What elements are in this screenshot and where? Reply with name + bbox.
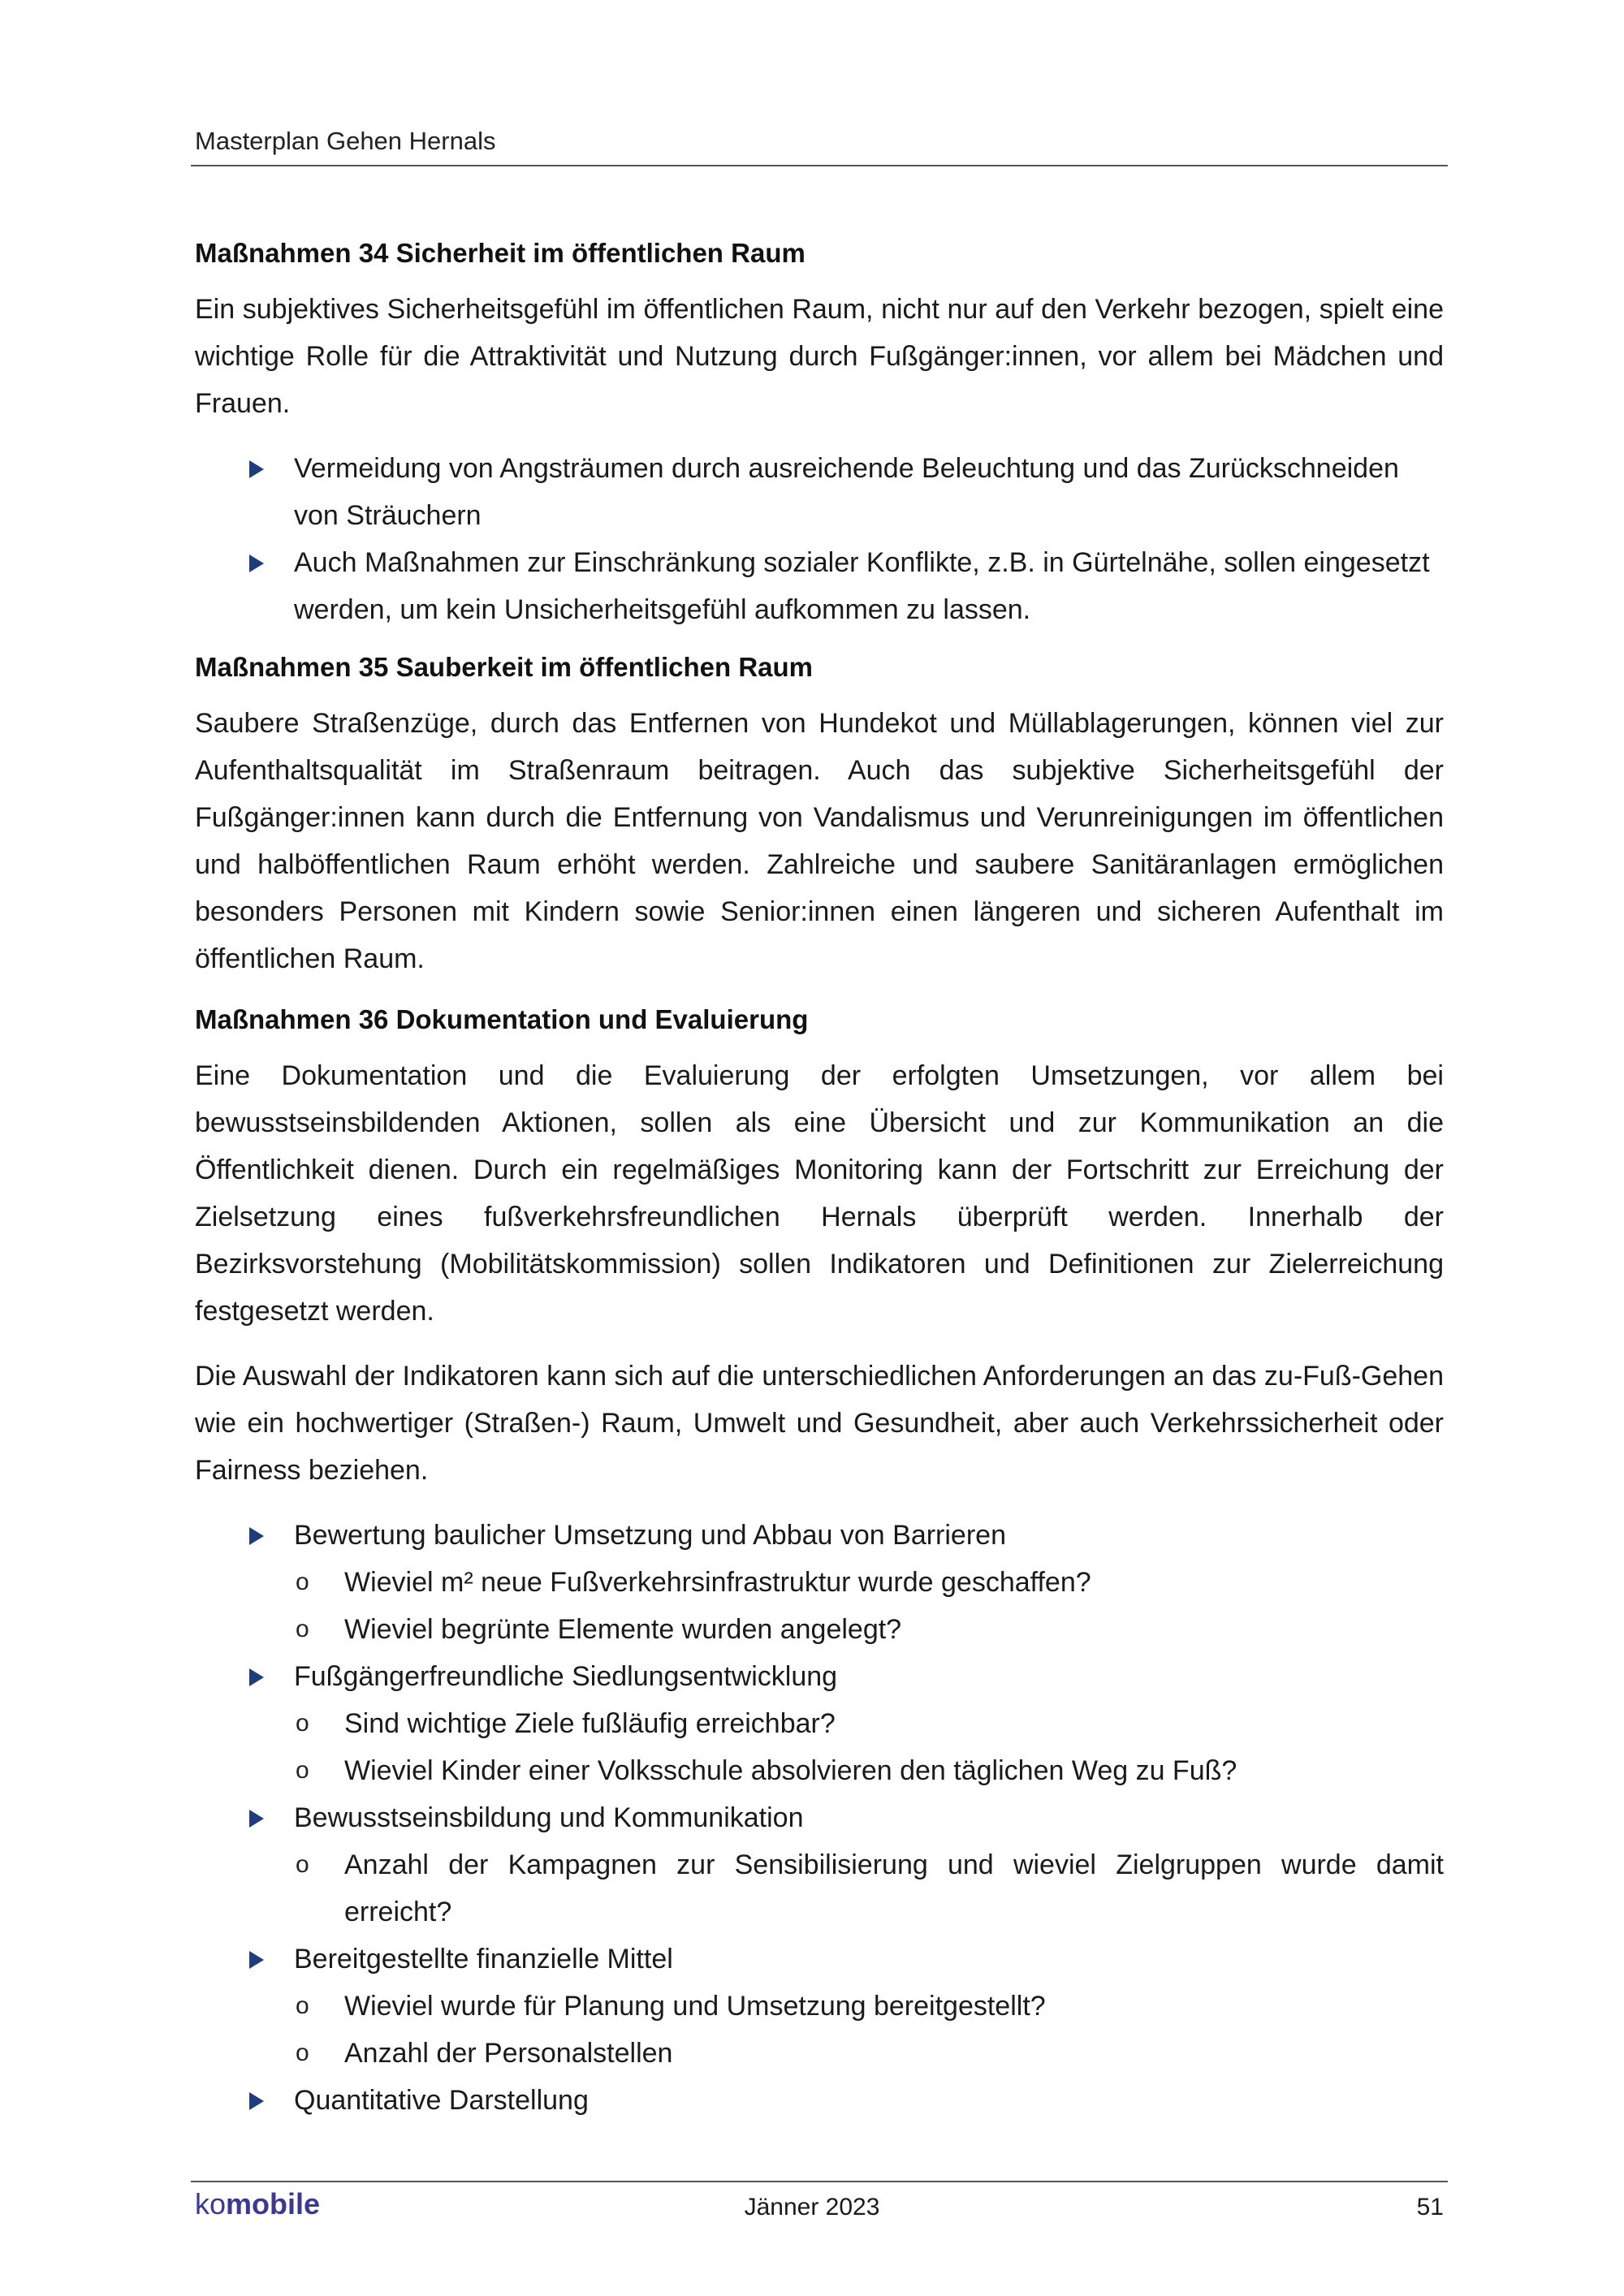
list-item: Auch Maßnahmen zur Einschränkung sozialer Konflikte, z.B. in Gürtelnähe, sollen eingesetzt werden, um kein Unsicherheitsgefühl aufkommen zu lassen. [294, 539, 1444, 633]
footer-date: Jänner 2023 [744, 2194, 880, 2220]
komobile-logo: komobile [195, 2187, 321, 2220]
sub-list-item: o Wieviel m² neue Fußverkehrsinfrastruktur wurde geschaffen? [344, 1559, 1444, 1606]
page-number: 51 [1416, 2194, 1444, 2220]
sub-list [294, 1983, 1444, 2077]
header-title: Masterplan Gehen Hernals [195, 127, 496, 155]
main-content [195, 234, 1444, 2138]
list-item: Quantitative Darstellung [294, 2077, 1444, 2124]
circle-bullet-icon: o [296, 1616, 309, 1642]
triangle-bullet-icon [249, 460, 264, 478]
sub-list-item: o Anzahl der Personalstellen [344, 2030, 1444, 2077]
triangle-bullet-icon [249, 1810, 264, 1828]
sub-list [294, 1841, 1444, 1936]
list-item: Vermeidung von Angsträumen durch ausreichende Beleuchtung und das Zurückschneiden von Sträuchern [294, 445, 1444, 539]
circle-bullet-icon: o [296, 1757, 309, 1784]
triangle-bullet-icon [249, 1527, 264, 1545]
sub-list-item: o Anzahl der Kampagnen zur Sensibilisierung und wieviel Zielgruppen wurde damit erreicht? [344, 1841, 1444, 1936]
list-item: Bereitgestellte finanzielle Mittel o Wieviel wurde für Planung und Umsetzung bereitgestellt? o Anzahl der Personalstellen [294, 1936, 1444, 2077]
circle-bullet-icon: o [296, 1569, 309, 1595]
paragraph-measure-36-2: Die Auswahl der Indikatoren kann sich auf die unterschiedlichen Anforderungen an das zu-Fuß-Gehen wie ein hochwertiger (Straßen-) Raum, Umwelt und Gesundheit, aber auch Verkehrssicherheit oder Fairness beziehen. [195, 1361, 1444, 1486]
bullet-list-measure-34 [195, 445, 1444, 633]
sub-list-item: o Wieviel wurde für Planung und Umsetzung bereitgestellt? [344, 1983, 1444, 2030]
paragraph-measure-34: Ein subjektives Sicherheitsgefühl im öffentlichen Raum, nicht nur auf den Verkehr bezogen, spielt eine wichtige Rolle für die Attraktivität und Nutzung durch Fußgänger:innen, vor allem bei Mädchen und Frauen. [195, 294, 1444, 419]
circle-bullet-icon: o [296, 1851, 309, 1878]
sub-list [294, 1559, 1444, 1653]
list-item: Bewusstseinsbildung und Kommunikation o Anzahl der Kampagnen zur Sensibilisierung und wieviel Zielgruppen wurde damit erreicht? [294, 1794, 1444, 1936]
circle-bullet-icon: o [296, 1992, 309, 2019]
sub-list-item: o Sind wichtige Ziele fußläufig erreichbar? [344, 1700, 1444, 1747]
sub-list-item: o Wieviel Kinder einer Volksschule absolvieren den täglichen Weg zu Fuß? [344, 1747, 1444, 1794]
footer-divider [191, 2181, 1448, 2182]
heading-measure-35: Maßnahmen 35 Sauberkeit im öffentlichen Raum [195, 652, 813, 682]
circle-bullet-icon: o [296, 2039, 309, 2066]
header-divider [191, 165, 1448, 166]
list-item: Fußgängerfreundliche Siedlungsentwicklung o Sind wichtige Ziele fußläufig erreichbar? o Wieviel Kinder einer Volksschule absolvieren den täglichen Weg zu Fuß? [294, 1653, 1444, 1794]
indicator-list [195, 1512, 1444, 2124]
heading-measure-34: Maßnahmen 34 Sicherheit im öffentlichen Raum [195, 238, 806, 268]
circle-bullet-icon: o [296, 1710, 309, 1737]
paragraph-measure-35: Saubere Straßenzüge, durch das Entfernen von Hundekot und Müllablagerungen, können viel zur Aufenthaltsqualität im Straßenraum beitragen. Auch das subjektive Sicherheitsgefühl der Fußgänger:innen kann durch die Entfernung von Vandalismus und Verunreinigungen im öffentlichen und halböffentlichen Raum erhöht werden. Zahlreiche und saubere Sanitäranlagen ermöglichen besonders Personen mit Kindern sowie Senior:innen einen längeren und sicheren Aufenthalt im öffentlichen Raum. [195, 708, 1444, 974]
list-item: Bewertung baulicher Umsetzung und Abbau von Barrieren o Wieviel m² neue Fußverkehrsinfrastruktur wurde geschaffen? o Wieviel begrünte Elemente wurden angelegt? [294, 1512, 1444, 1653]
triangle-bullet-icon [249, 2092, 264, 2110]
triangle-bullet-icon [249, 555, 264, 572]
triangle-bullet-icon [249, 1668, 264, 1686]
heading-measure-36: Maßnahmen 36 Dokumentation und Evaluierung [195, 1004, 809, 1034]
triangle-bullet-icon [249, 1951, 264, 1969]
sub-list [294, 1700, 1444, 1794]
paragraph-measure-36-1: Eine Dokumentation und die Evaluierung der erfolgten Umsetzungen, vor allem bei bewusstseinsbildenden Aktionen, sollen als eine Übersicht und zur Kommunikation an die Öffentlichkeit dienen. Durch ein regelmäßiges Monitoring kann der Fortschritt zur Erreichung der Zielsetzung eines fußverkehrsfreundlichen Hernals überprüft werden. Innerhalb der Bezirksvorstehung (Mobilitätskommission) sollen Indikatoren und Definitionen zur Zielerreichung festgesetzt werden. [195, 1060, 1444, 1327]
sub-list-item: o Wieviel begrünte Elemente wurden angelegt? [344, 1606, 1444, 1653]
